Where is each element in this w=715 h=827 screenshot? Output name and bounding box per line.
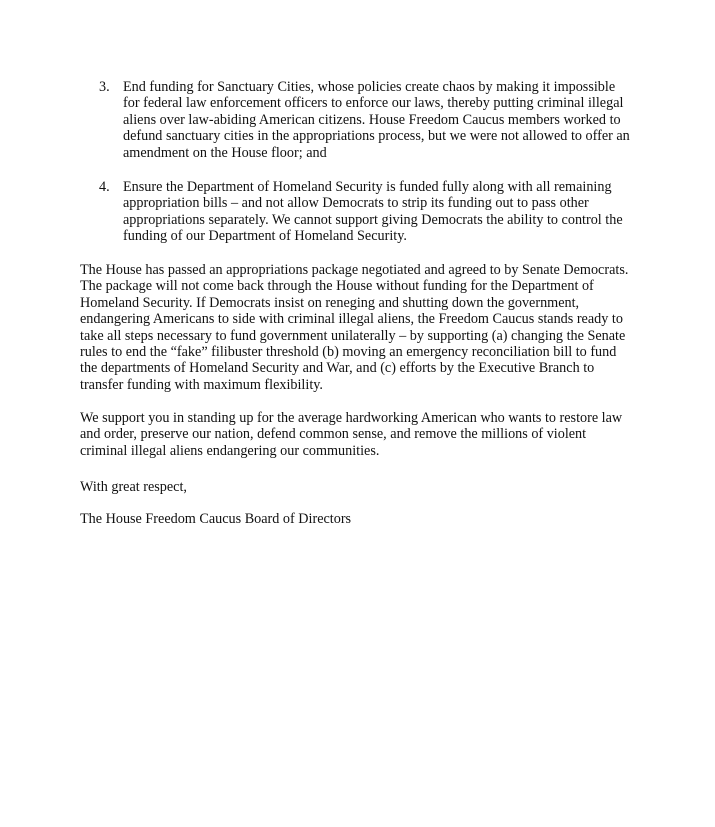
text-line: End funding for Sanctuary Cities, whose policies create chaos by making it impossible xyxy=(123,79,616,95)
text-line: criminal illegal aliens endangering our communities. xyxy=(80,442,380,459)
text-line: We support you in standing up for the average hardworking American who wants to restore law xyxy=(80,410,623,426)
list-item-4 xyxy=(99,179,644,245)
text-line: endangering Americans to side with criminal illegal aliens, the Freedom Caucus stands ready to xyxy=(80,311,623,328)
text-line: aliens over law-abiding American citizens. House Freedom Caucus members worked to xyxy=(123,111,621,128)
text-line: Ensure the Department of Homeland Security is funded fully along with all remaining xyxy=(123,179,612,195)
list-item-number: 3. xyxy=(99,79,110,95)
text-line: The House has passed an appropriations package negotiated and agreed to by Senate Democrats. xyxy=(80,262,629,278)
paragraph-appropriations xyxy=(80,262,640,393)
text-line: appropriations separately. We cannot support giving Democrats the ability to control the xyxy=(123,211,623,228)
text-line: for federal law enforcement officers to enforce our laws, thereby putting criminal illegal xyxy=(123,95,624,112)
text-line: and order, preserve our nation, defend common sense, and remove the millions of violent xyxy=(80,426,587,443)
paragraph-support xyxy=(80,410,640,459)
text-line: transfer funding with maximum flexibility. xyxy=(80,376,323,393)
text-line: appropriation bills – and not allow Democrats to strip its funding out to pass other xyxy=(123,195,589,212)
text-line: the departments of Homeland Security and War, and (c) efforts by the Executive Branch to xyxy=(80,360,595,377)
text-line: funding of our Department of Homeland Security. xyxy=(123,228,407,245)
closing-salutation: With great respect, xyxy=(80,479,187,495)
text-line: amendment on the House floor; and xyxy=(123,144,327,161)
list-item-text xyxy=(123,79,644,161)
text-line: The package will not come back through the House without funding for the Department of xyxy=(80,278,594,295)
text-line: take all steps necessary to fund government unilaterally – by supporting (a) changing the Senate xyxy=(80,327,626,344)
list-item-number: 4. xyxy=(99,179,110,195)
list-item-text xyxy=(123,179,644,245)
text-line: defund sanctuary cities in the appropriations process, but we were not allowed to offer an xyxy=(123,128,630,145)
text-line: Homeland Security. If Democrats insist on reneging and shutting down the government, xyxy=(80,294,580,311)
signature-line: The House Freedom Caucus Board of Directors xyxy=(80,511,352,527)
text-line: rules to end the “fake” filibuster threshold (b) moving an emergency reconciliation bill to fund xyxy=(80,344,617,361)
list-item-3 xyxy=(99,79,644,161)
